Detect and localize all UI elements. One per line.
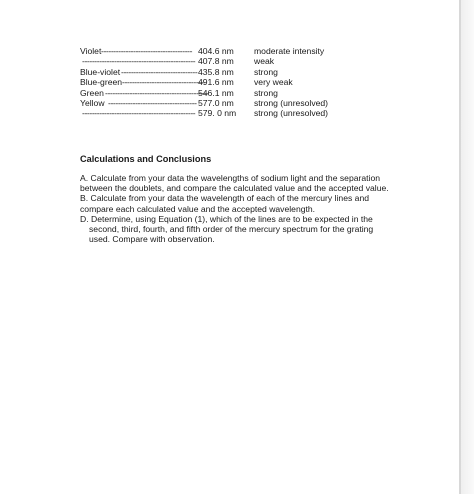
leader-dashes: ------------------------------------------ xyxy=(105,87,209,98)
line-color-label: Blue-violet xyxy=(80,66,121,77)
intensity-note: very weak xyxy=(254,77,293,88)
intensity-note: moderate intensity xyxy=(254,46,325,56)
intensity-note: strong xyxy=(254,66,278,77)
intensity-note: strong xyxy=(254,87,278,98)
section-heading: Calculations and Conclusions xyxy=(80,154,212,164)
leader-dashes: ---------------------------------- xyxy=(122,77,206,88)
leader-dashes: ---------------------------------------------- xyxy=(82,108,196,119)
wavelength-value: 579. 0 nm xyxy=(198,108,237,119)
intensity-note: strong (unresolved) xyxy=(254,108,329,119)
intensity-note: strong (unresolved) xyxy=(254,97,329,108)
page-edge-shadow xyxy=(461,0,474,494)
wavelength-value: 491.6 nm xyxy=(198,77,234,88)
leader-dashes: ------------------------------- xyxy=(121,66,198,77)
line-color-label: Green xyxy=(80,87,104,98)
leader-dashes: ------------------------------------ xyxy=(108,97,197,108)
wavelength-value: 435.8 nm xyxy=(198,66,234,77)
question-a: A. Calculate from your data the wavelengths of sodium light and the separation between the doublets, and compare the calculated value and the accepted value. xyxy=(80,173,389,194)
wavelength-value: 404.6 nm xyxy=(198,46,234,56)
line-color-label: Violet xyxy=(80,46,102,56)
question-b: B. Calculate from your data the wavelength of each of the mercury lines and compare each calculated value and the accepted wavelength. xyxy=(80,193,370,214)
line-color-label: Yellow xyxy=(80,97,105,108)
wavelength-value: 407.8 nm xyxy=(198,56,234,67)
wavelength-value: 577.0 nm xyxy=(198,97,234,108)
leader-dashes: ---------------------------------------------- xyxy=(82,56,196,67)
intensity-note: weak xyxy=(254,56,275,67)
question-list xyxy=(80,173,392,244)
line-color-label: Blue-green xyxy=(80,77,123,88)
leader-dashes: ------------------------------------- xyxy=(101,46,193,56)
wavelength-value: 546.1 nm xyxy=(198,87,234,98)
question-d: D. Determine, using Equation (1), which of the lines are to be expected in the second, third, fourth, and fifth order of the mercury spectrum for the grating used. Compare with observation. xyxy=(80,213,374,245)
